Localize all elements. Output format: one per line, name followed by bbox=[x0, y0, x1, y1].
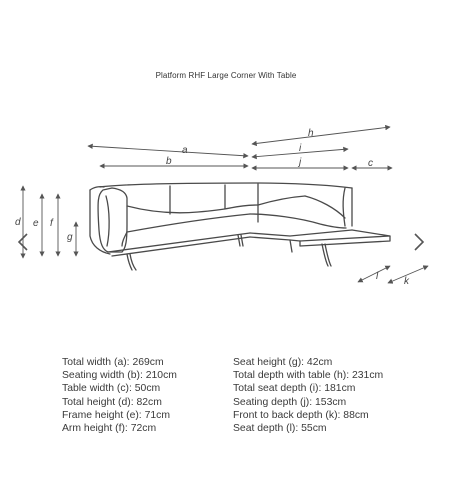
spec-total-seat-depth: Total seat depth (i): 181cm bbox=[233, 383, 356, 395]
diagram-title: Platform RHF Large Corner With Table bbox=[155, 71, 297, 80]
spec-total-height: Total height (d): 82cm bbox=[62, 396, 162, 408]
dim-label-b: b bbox=[166, 156, 172, 167]
spec-seat-height: Seat height (g): 42cm bbox=[233, 357, 333, 368]
dim-label-c: c bbox=[368, 158, 373, 169]
spec-seating-depth: Seating depth (j): 153cm bbox=[233, 396, 347, 408]
specs-list-left bbox=[62, 356, 177, 435]
spec-table-width: Table width (c): 50cm bbox=[62, 383, 161, 395]
dim-line-l bbox=[358, 266, 390, 282]
spec-total-width: Total width (a): 269cm bbox=[62, 357, 164, 368]
dim-label-d: d bbox=[15, 217, 21, 228]
dim-label-l: l bbox=[376, 271, 379, 282]
dim-label-i: i bbox=[299, 143, 302, 154]
spec-seating-width: Seating width (b): 210cm bbox=[62, 370, 177, 382]
dim-label-h: h bbox=[308, 128, 314, 139]
dim-label-j: j bbox=[299, 157, 302, 168]
spec-total-depth-with-table: Total depth with table (h): 231cm bbox=[233, 370, 384, 382]
dim-label-f: f bbox=[50, 218, 53, 229]
dim-line-a bbox=[88, 146, 248, 156]
dimension-labels bbox=[15, 128, 410, 287]
dim-label-g: g bbox=[67, 232, 73, 243]
sofa-outline bbox=[90, 183, 390, 270]
dim-label-a: a bbox=[182, 145, 188, 156]
dim-line-h bbox=[252, 127, 390, 144]
spec-seat-depth: Seat depth (l): 55cm bbox=[233, 423, 327, 435]
spec-arm-height: Arm height (f): 72cm bbox=[62, 423, 157, 435]
spec-frame-height: Frame height (e): 71cm bbox=[62, 409, 170, 421]
dim-label-e: e bbox=[33, 218, 39, 229]
spec-front-to-back-depth: Front to back depth (k): 88cm bbox=[233, 409, 369, 421]
specs-list-right bbox=[233, 356, 383, 435]
dim-label-k: k bbox=[404, 276, 409, 287]
